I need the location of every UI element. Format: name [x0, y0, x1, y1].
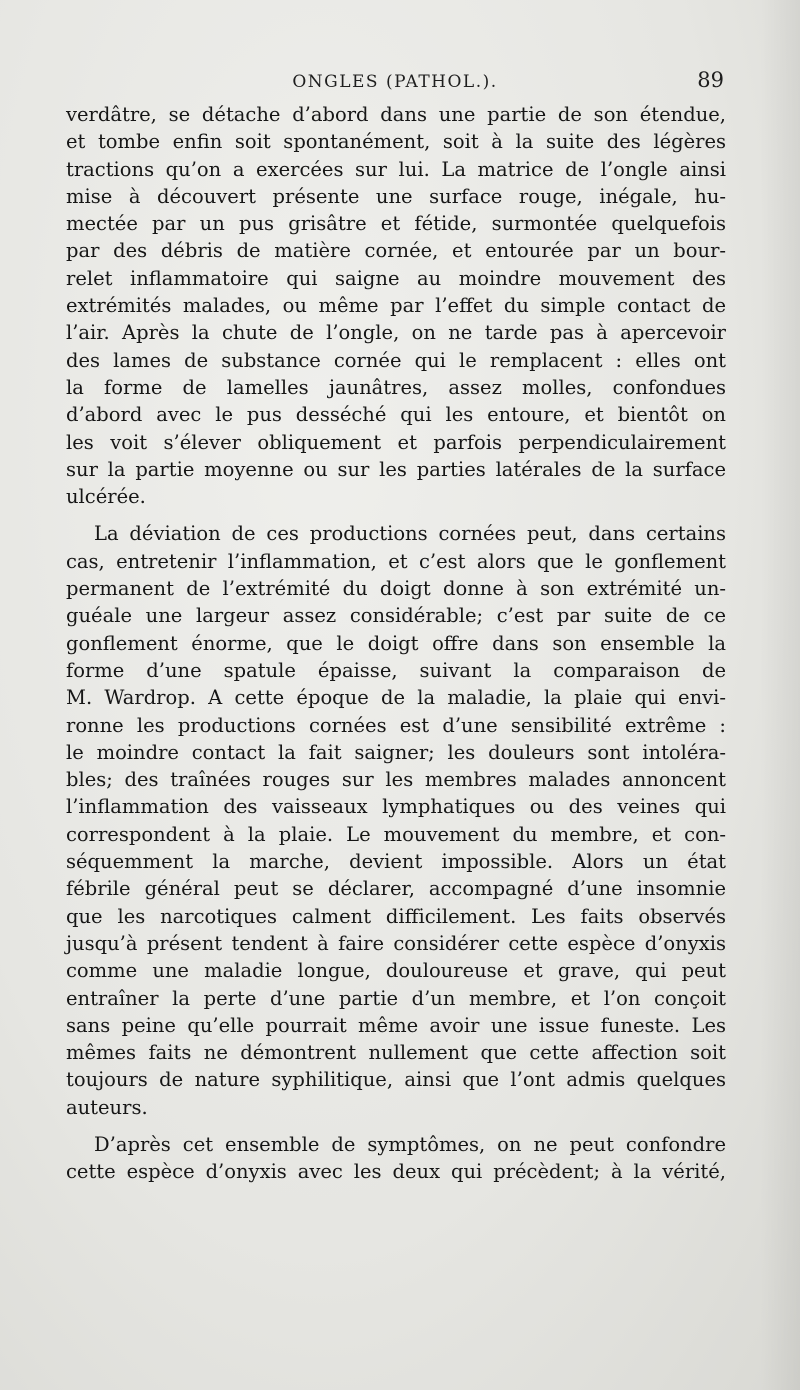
- text-line: par des débris de matière cornée, et entourée par un bour-: [66, 239, 726, 263]
- text-line: gonflement énorme, que le doigt offre dans son ensemble la: [66, 631, 726, 655]
- paragraph: [66, 520, 726, 1121]
- body-text: [66, 101, 726, 1186]
- text-line: l’air. Après la chute de l’ongle, on ne tarde pas à apercevoir: [66, 321, 726, 345]
- text-line: fébrile général peut se déclarer, accompagné d’une insomnie: [66, 877, 726, 901]
- text-line: tractions qu’on a exercées sur lui. La matrice de l’ongle ainsi: [66, 157, 726, 181]
- text-line: entraîner la perte d’une partie d’un membre, et l’on conçoit: [66, 986, 726, 1010]
- text-line: forme d’une spatule épaisse, suivant la comparaison de: [66, 658, 726, 682]
- text-line: mise à découvert présente une surface rouge, inégale, hu-: [66, 184, 726, 208]
- text-line: auteurs.: [66, 1095, 148, 1119]
- paragraph-gap: [66, 510, 726, 520]
- text-line: et tombe enfin soit spontanément, soit à la suite des légères: [66, 130, 726, 154]
- text-line: mêmes faits ne démontrent nullement que cette affection soit: [66, 1041, 726, 1065]
- text-line: toujours de nature syphilitique, ainsi que l’ont admis quelques: [66, 1068, 726, 1092]
- text-line: sur la partie moyenne ou sur les parties latérales de la surface: [66, 457, 726, 481]
- text-line: le moindre contact la fait saigner; les douleurs sont intolérа-: [66, 740, 726, 764]
- text-line: d’abord avec le pus desséché qui les entoure, et bientôt on: [66, 403, 726, 427]
- text-line: l’inflammation des vaisseaux lymphatiques ou des veines qui: [66, 795, 726, 819]
- text-line: ulcérée.: [66, 485, 146, 509]
- paragraph-gap: [66, 1121, 726, 1131]
- text-line: relet inflammatoire qui saigne au moindre mouvement des: [66, 266, 726, 290]
- text-line: bles; des traînées rouges sur les membres malades annoncent: [66, 768, 726, 792]
- text-line: les voit s’élever obliquement et parfois perpendiculairement: [66, 430, 726, 454]
- running-head: [66, 68, 724, 100]
- text-line: M. Wardrop. A cette époque de la maladie, la plaie qui envi-: [66, 686, 726, 710]
- text-line: sans peine qu’elle pourrait même avoir une issue funeste. Les: [66, 1013, 726, 1037]
- text-line: des lames de substance cornée qui le remplacent : elles ont: [66, 348, 726, 372]
- text-line: correspondent à la plaie. Le mouvement du membre, et con-: [66, 822, 726, 846]
- text-line: cette espèce d’onyxis avec les deux qui précèdent; à la vérité,: [66, 1160, 726, 1184]
- text-line: verdâtre, se détache d’abord dans une partie de son étendue,: [66, 103, 726, 126]
- text-line: extrémités malades, ou même par l’effet du simple contact de: [66, 294, 726, 318]
- text-line: cas, entretenir l’inflammation, et c’est alors que le gonflement: [66, 549, 726, 573]
- text-line: séquemment la marche, devient impossible. Alors un état: [66, 850, 726, 874]
- text-line: guéale une largeur assez considérable; c’est par suite de ce: [66, 604, 726, 628]
- text-line: ronne les productions cornées est d’une sensibilité extrême :: [66, 713, 726, 737]
- text-line: D’après cet ensemble de symptômes, on ne peut confondre: [94, 1132, 726, 1156]
- text-line: permanent de l’extrémité du doigt donne à son extrémité un-: [66, 577, 726, 601]
- text-line: La déviation de ces productions cornées peut, dans certains: [94, 522, 726, 546]
- text-line: que les narcotiques calment difficilement. Les faits observés: [66, 904, 726, 928]
- text-line: jusqu’à présent tendent à faire considérer cette espèce d’onyxis: [66, 931, 726, 955]
- text-line: comme une maladie longue, douloureuse et grave, qui peut: [66, 959, 726, 983]
- page-edge-shadow: [760, 0, 800, 1390]
- running-title: ONGLES (PATHOL.).: [292, 72, 498, 92]
- text-line: mectée par un pus grisâtre et fétide, surmontée quelquefois: [66, 212, 726, 236]
- paragraph: [66, 1131, 726, 1186]
- text-line: la forme de lamelles jaunâtres, assez molles, confondues: [66, 375, 726, 399]
- page-number: 89: [697, 68, 724, 92]
- paragraph: [66, 101, 726, 510]
